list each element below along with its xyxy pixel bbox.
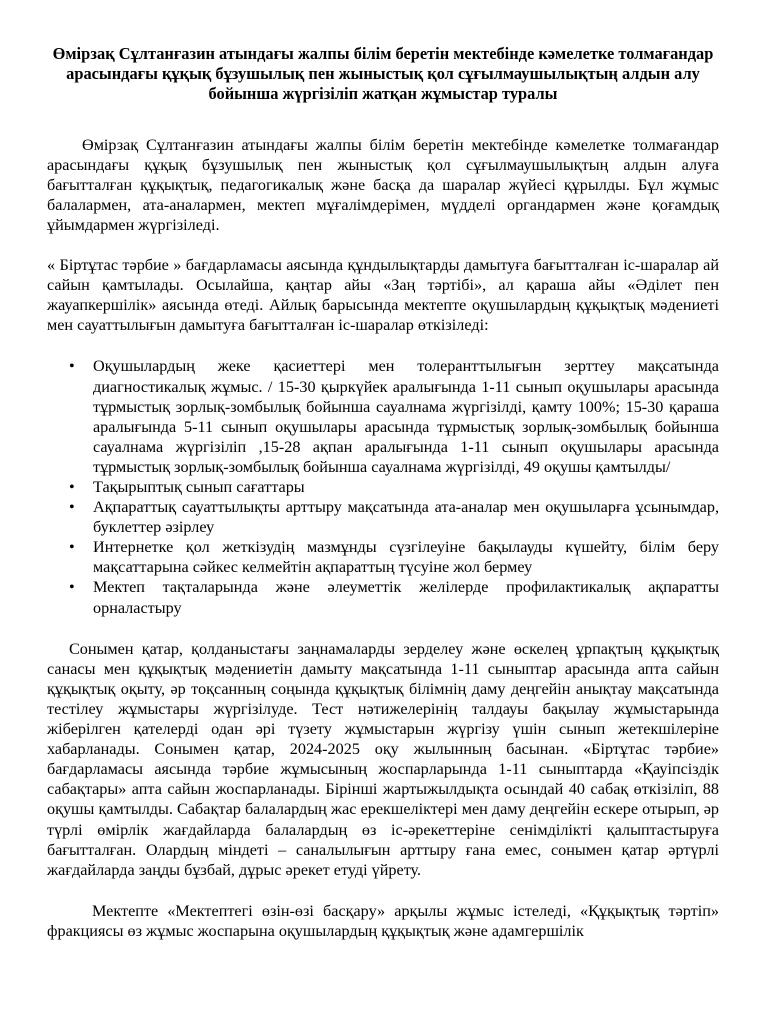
activities-list bbox=[47, 356, 719, 617]
list-item: • Мектеп тақталарында және әлеуметтік желілерде профилактикалық ақпаратты орналастыру bbox=[93, 577, 719, 617]
list-item: • Интернетке қол жеткізудің мазмұнды сүзгілеуіне бақылауды күшейту, білім беру мақсаттарына сәйкес келмейтін ақпараттың түсуіне жол бермеу bbox=[93, 537, 719, 577]
paragraph-legal-education: Сонымен қатар, қолданыстағы заңнамаларды зерделеу және өскелең ұрпақтың құқықтық санасы мен құқықтық мәдениетін дамыту мақсатында 1-11 сыныптар арасында апта сайын құқықтық оқыту, әр тоқсанның соңында құқықтық білімнің даму деңгейін анықтау мақсатында тестілеу жұмыстары жүргізілуде. Тест нәтижелерінің талдауы бақылау жұмыстарында жіберілген қателерді одан әрі түзету жұмыстарын жүргізу үшін сынып жетекшілеріне хабарланады. Сонымен қатар, 2024-2025 оқу жылынның басынан. «Біртұтас тәрбие» бағдарламасы аясында тәрбие жұмысының жоспарларында 1-11 сыныптарда «Қауіпсіздік сабақтары» апта сайын жоспарланады. Бірінші жартыжылдықта осындай 40 сабақ өткізіліп, 88 оқушы қамтылды. Сабақтар балалардың жас ерекшеліктері мен даму деңгейін ескере отырып, әр түрлі өмірлік жағдайларда балалардың өз іс-әрекеттеріне сенімділікті қалыптастыруға бағытталған. Олардың міндеті – саналылығын арттыру ғана емес, сонымен қатар әртүрлі жағдайларда заңды бұзбай, дұрыс әрекет етуді үйрету. bbox=[47, 639, 719, 879]
list-item: • Ақпараттық сауаттылықты арттыру мақсатында ата-аналар мен оқушыларға ұсынымдар, буклеттер әзірлеу bbox=[93, 497, 719, 537]
list-item: • Оқушылардың жеке қасиеттері мен толеранттылығын зерттеу мақсатында диагностикалық жұмыс. / 15-30 қыркүйек аралығында 1-11 сынып оқушылары арасында тұрмыстық зорлық-зомбылық бойынша сауалнама жүргізілді, қамту 100%; 15-30 қараша аралығында 5-11 сынып оқушылары арасында тұрмыстық зорлық-зомбылық бойынша сауалнама жүргізіліп ,15-28 ақпан аралығында 1-11 сынып оқушылары арасында тұрмыстық зорлық-зомбылық бойынша сауалнама жүргізілді, 49 оқушы қамтылды/ bbox=[93, 356, 719, 477]
paragraph-intro: Өмірзақ Сұлтанғазин атындағы жалпы білім беретін мектебінде кәмелетке толмағандар арасындағы құқық бұзушылық пен жыныстық қол сұғылмаушылықтың алдын алуға бағытталған құқықтық, педагогикалық және басқа да шаралар жүйесі құрылды. Бұл жұмыс балалармен, ата-аналармен, мектеп мұғалімдерімен, мүдделі органдармен және қоғамдық ұйымдармен жүргізіледі. bbox=[47, 135, 719, 234]
paragraph-self-government: Мектепте «Мектептегі өзін-өзі басқару» арқылы жұмыс істеледі, «Құқықтық тәртіп» фракциясы өз жұмыс жоспарына оқушылардың құқықтық және адамгершілік bbox=[47, 901, 719, 940]
paragraph-programme: « Біртұтас тәрбие » бағдарламасы аясында құндылықтарды дамытуға бағытталған іс-шаралар ай сайын қамтылады. Осылайша, қаңтар айы «Заң тәртібі», ал қараша айы «Әділет пен жауапкершілік» аясында өтеді. Айлық барысында мектепте оқушылардың құқықтық мәдениеті мен сауаттылығын дамытуға бағытталған іс-шаралар өткізіледі: bbox=[47, 256, 719, 335]
list-item: • Тақырыптық сынып сағаттары bbox=[93, 477, 719, 497]
document-title: Өмірзақ Сұлтанғазин атындағы жалпы білім беретін мектебінде кәмелетке толмағандар арасындағы құқық бұзушылық пен жыныстық қол сұғылмаушылықтың алдын алу бойынша жүргізіліп жатқан жұмыстар туралы bbox=[52, 44, 714, 104]
